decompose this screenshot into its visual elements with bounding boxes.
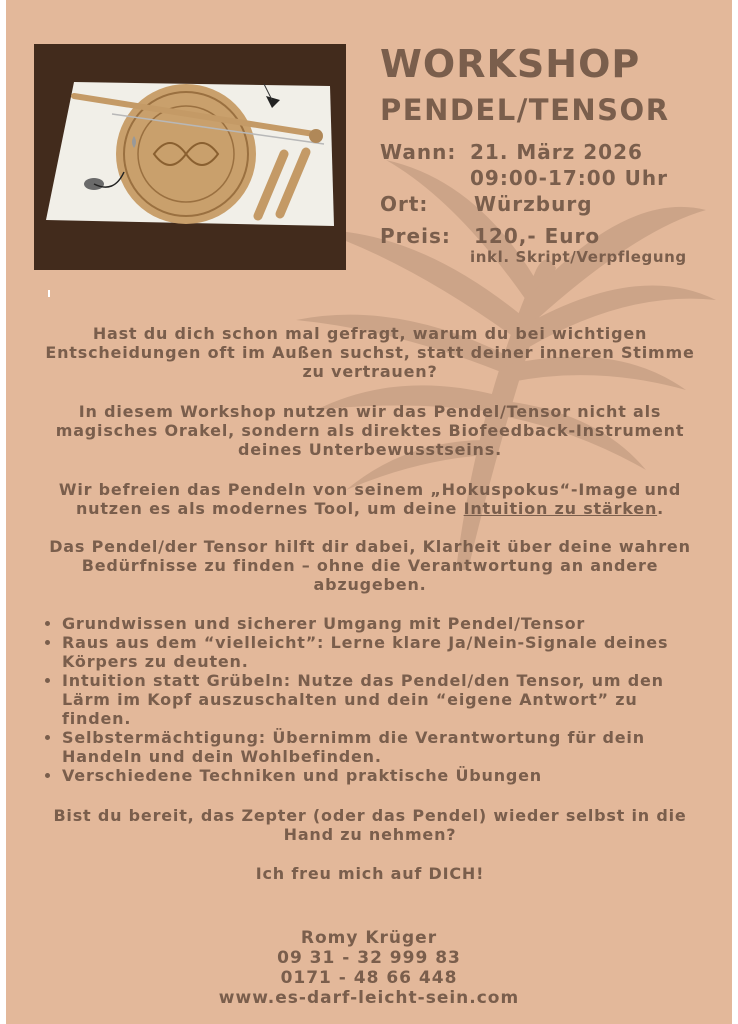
- when-time: 09:00-17:00 Uhr: [470, 166, 668, 190]
- contact-name: Romy Krüger: [300, 928, 438, 948]
- pendel-photo: [34, 44, 346, 270]
- intro-paragraph-1: [40, 324, 700, 381]
- contact-phone-1: 09 31 - 32 999 83: [277, 948, 461, 968]
- benefits-list: [40, 614, 706, 785]
- price-note: inkl. Skript/Verpflegung: [470, 248, 687, 266]
- list-item: • Selbstermächtigung: Übernimm die Verantwortung für dein Handeln und dein Wohlbefinden.: [62, 728, 706, 766]
- when-label: Wann:: [380, 140, 457, 164]
- list-item: • Intuition statt Grübeln: Nutze das Pendel/den Tensor, um den Lärm im Kopf auszuschalten und dein “eigene Antwort” zu finden.: [62, 671, 706, 728]
- header: [380, 40, 670, 130]
- intro-text-2: In diesem Workshop nutzen wir das Pendel/Tensor nicht als magisches Orakel, sondern als direktes Biofeedback-Instrument deines Unterbewusstseins.: [55, 402, 685, 459]
- intro-paragraph-2: [40, 402, 700, 459]
- intro-paragraph-4: [40, 537, 700, 594]
- contact-phone-2: 0171 - 48 66 448: [280, 968, 458, 988]
- intro-paragraph-3: [40, 480, 700, 518]
- contact-website[interactable]: www.es-darf-leicht-sein.com: [218, 988, 520, 1008]
- intro-text-1: Hast du dich schon mal gefragt, warum du bei wichtigen Entscheidungen oft im Außen suchst, statt deiner inneren Stimme zu vertrauen?: [45, 324, 695, 381]
- small-mark: [48, 290, 50, 297]
- where-value: Würzburg: [474, 192, 593, 216]
- closing-greeting-text: Ich freu mich auf DICH!: [255, 864, 485, 883]
- where-label: Ort:: [380, 192, 429, 216]
- intro-text-3-start: Wir befreien das Pendeln von seinem „Hokuspokus“-Image und nutzen es als modernes Tool, um deine: [58, 480, 682, 518]
- intuition-link[interactable]: Intuition zu stärken: [463, 499, 658, 518]
- contact-block: [6, 928, 732, 1008]
- price-label: Preis:: [380, 224, 451, 248]
- closing-question-text: Bist du bereit, das Zepter (oder das Pendel) wieder selbst in die Hand zu nehmen?: [53, 806, 687, 844]
- when-date: 21. März 2026: [470, 140, 643, 164]
- intro-text-4: Das Pendel/der Tensor hilft dir dabei, Klarheit über deine wahren Bedürfnisse zu finden – ohne die Verantwortung an andere abzugeben.: [49, 537, 691, 594]
- closing-greeting: [40, 864, 700, 883]
- list-item: • Grundwissen und sicherer Umgang mit Pendel/Tensor: [62, 614, 706, 633]
- intro-text-3-end: .: [657, 499, 665, 518]
- page-subtitle: PENDEL/TENSOR: [380, 93, 670, 127]
- list-item: • Verschiedene Techniken und praktische Übungen: [62, 766, 706, 785]
- closing-question: [40, 806, 700, 844]
- page-title: WORKSHOP: [380, 42, 641, 86]
- price-value: 120,- Euro: [474, 224, 601, 248]
- list-item: • Raus aus dem “vielleicht”: Lerne klare Ja/Nein-Signale deines Körpers zu deuten.: [62, 633, 706, 671]
- flyer: [6, 0, 732, 1024]
- intro-text-3: [40, 480, 700, 518]
